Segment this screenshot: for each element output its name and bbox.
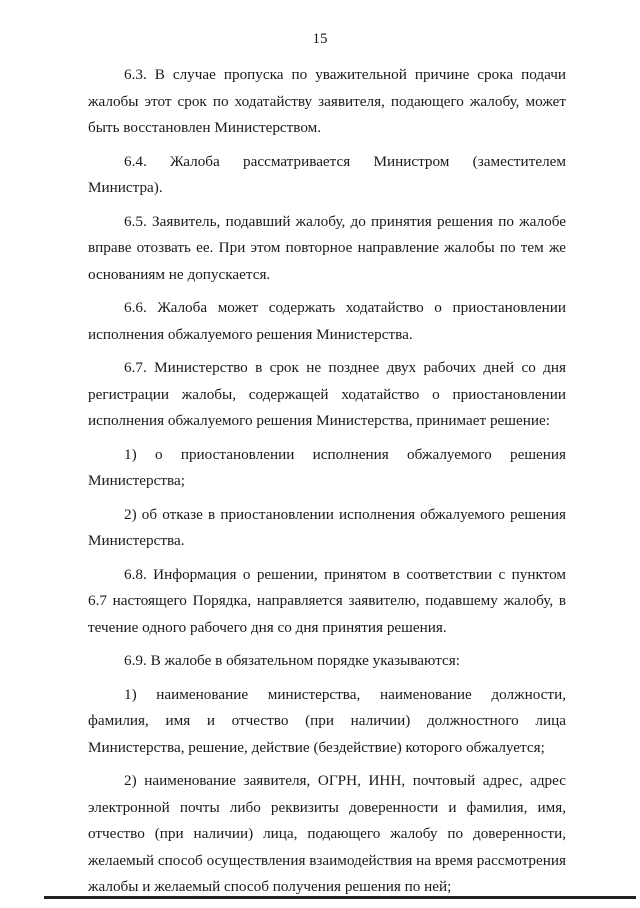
paragraph-6-9: 6.9. В жалобе в обязательном порядке указываются:: [124, 652, 460, 669]
paragraph-6-9-item-1: 1) наименование министерства, наименование должности, фамилия, имя и отчество (при наличии) должностного лица Министерства, решение, действие (бездействие) которого обжалуется;: [88, 685, 566, 756]
paragraph-6-7-item-2: 2) об отказе в приостановлении исполнения обжалуемого решения Министерства.: [88, 505, 566, 549]
page-bottom-edge: [44, 896, 636, 899]
paragraph-6-9-item-2: 2) наименование заявителя, ОГРН, ИНН, почтовый адрес, адрес электронной почты либо реквизиты доверенности и фамилия, имя, отчество (при наличии) лица, подающего жалобу по доверенности, желаемый способ осуществления взаимодействия на время рассмотрения жалобы и желаемый способ получения решения по ней;: [88, 772, 566, 895]
paragraph-6-7: 6.7. Министерство в срок не позднее двух рабочих дней со дня регистрации жалобы, содержащей ходатайство о приостановлении исполнения обжалуемого решения Министерства, принимает решение:: [88, 359, 566, 429]
paragraph-6-4: 6.4. Жалоба рассматривается Министром (заместителем Министра).: [88, 152, 566, 196]
paragraph-6-6: 6.6. Жалоба может содержать ходатайство о приостановлении исполнения обжалуемого решения Министерства.: [88, 299, 566, 343]
page-number: 15: [312, 31, 328, 47]
paragraph-6-8: 6.8. Информация о решении, принятом в соответствии с пунктом 6.7 настоящего Порядка, направляется заявителю, подавшему жалобу, в течение одного рабочего дня со дня принятия решения.: [88, 565, 566, 636]
paragraph-6-3: 6.3. В случае пропуска по уважительной причине срока подачи жалобы этот срок по ходатайству заявителя, подающего жалобу, может быть восстановлен Министерством.: [88, 66, 566, 136]
paragraph-6-5: 6.5. Заявитель, подавший жалобу, до принятия решения по жалобе вправе отозвать ее. При этом повторное направление жалобы по тем же основаниям не допускается.: [88, 212, 566, 283]
document-body: [88, 62, 566, 908]
paragraph-6-7-item-1: 1) о приостановлении исполнения обжалуемого решения Министерства;: [88, 445, 566, 489]
